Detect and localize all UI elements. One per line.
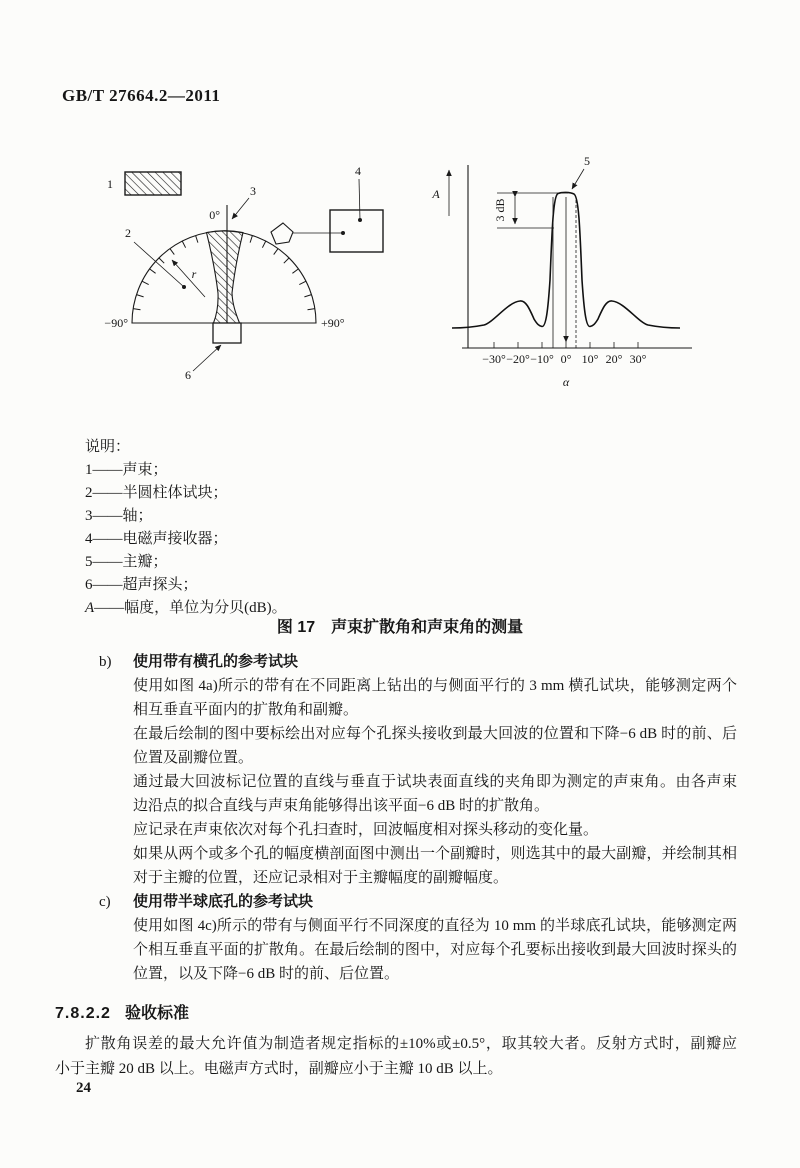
figure-caption: 图 17 声束扩散角和声束角的测量 — [276, 619, 524, 636]
body-line: 扩散角误差的最大允许值为制造者规定指标的±10%或±0.5°，取其较大者。反射方式时，副瓣应 — [85, 1036, 737, 1052]
protractor-tick — [182, 241, 185, 248]
callout-6-arrow — [193, 345, 221, 371]
item-b-block — [99, 650, 739, 890]
plus-90-label: +90° — [321, 316, 345, 330]
x-tick-labels — [482, 352, 646, 366]
body-line: 个相互垂直平面的扩散角。在最后绘制的图中，对应每个孔要标出接收到最大回波时探头的 — [133, 942, 737, 958]
body-line: 使用如图 4a)所示的带有在不同距离上钻出的与侧面平行的 3 mm 横孔试块，能够测定两个 — [133, 678, 737, 694]
body-line: 如果从两个或多个孔的幅度横剖面图中测出一个副瓣时，则选其中的最大副瓣，并绘制其相 — [133, 846, 737, 862]
callout-3: 3 — [250, 184, 256, 198]
body-line: 位置，以及下降−6 dB 时的前、后位置。 — [133, 966, 399, 982]
protractor-diagram — [76, 148, 396, 400]
receiver-head — [271, 223, 293, 244]
protractor-tick — [170, 249, 174, 255]
item-b-marker: b) — [99, 654, 112, 670]
body-line: 使用如图 4c)所示的带有与侧面平行不同深度的直径为 10 mm 的半球底孔试块，能够测定两 — [133, 918, 737, 934]
svg-text:10°: 10° — [581, 352, 599, 366]
callout-5-arrow — [572, 169, 584, 189]
sound-beam — [207, 231, 244, 323]
protractor-tick — [262, 241, 265, 248]
callout-2: 2 — [125, 226, 131, 240]
body-line: 对于主瓣的位置，还应记录相对于主瓣幅度的副瓣幅度。 — [133, 870, 509, 886]
legend-item: 6——超声探头； — [85, 577, 198, 593]
svg-text:−20°: −20° — [506, 352, 530, 366]
protractor-tick — [284, 258, 289, 263]
legend-item: 3——轴； — [85, 508, 153, 524]
protractor-tick — [292, 269, 298, 273]
beam-swatch — [125, 172, 181, 195]
legend-title: 说明： — [85, 439, 131, 455]
protractor-tick — [150, 269, 156, 273]
body-line: 应记录在声束依次对每个孔扫查时，回波幅度相对探头移动的变化量。 — [133, 822, 599, 838]
body-line: 相互垂直平面内的扩散角和副瓣。 — [133, 702, 359, 718]
body-line: 位置及副瓣位置。 — [133, 750, 254, 766]
beam-profile-plot — [428, 140, 720, 398]
callout-1: 1 — [107, 177, 113, 191]
protractor-tick — [299, 281, 306, 284]
x-axis-label: α — [562, 375, 570, 389]
drop-label: 3 dB — [493, 198, 507, 222]
callout-4-line — [359, 179, 360, 220]
cable-dot — [341, 231, 345, 235]
radius-line — [172, 260, 205, 297]
callout-2-dot — [182, 285, 186, 289]
doc-code: GB/T 27664.2—2011 — [62, 86, 221, 105]
protractor-tick — [308, 309, 315, 310]
clause-title: 验收标准 — [124, 1005, 189, 1022]
legend-item: 2——半圆柱体试块； — [85, 485, 228, 501]
callout-4: 4 — [355, 164, 361, 178]
item-c-title: 使用带半球底孔的参考试块 — [133, 893, 314, 910]
item-c-block — [99, 890, 739, 986]
legend-item: 4——电磁声接收器； — [85, 531, 228, 547]
radius-label: r — [191, 267, 197, 281]
item-c-marker: c) — [99, 894, 111, 910]
ultrasonic-probe — [213, 323, 241, 343]
minus-90-label: −90° — [104, 316, 128, 330]
amplitude-desc: ——幅度，单位为分贝(dB)。 — [94, 600, 287, 616]
body-line: 通过最大回波标记位置的直线与垂直于试块表面直线的夹角即为测定的声束角。由各声束 — [133, 774, 737, 790]
callout-3-arrow — [232, 198, 249, 219]
protractor-tick — [250, 236, 252, 243]
svg-text:20°: 20° — [605, 352, 623, 366]
y-axis-label: A — [432, 187, 440, 201]
svg-text:30°: 30° — [629, 352, 647, 366]
svg-text:−30°: −30° — [482, 352, 506, 366]
body-line: 在最后绘制的图中要标绘出对应每个孔探头接收到最大回波的位置和下降−6 dB 时的前、后 — [133, 726, 737, 742]
clause-number: 7.8.2.2 — [55, 1005, 111, 1022]
protractor-tick — [274, 249, 278, 255]
callout-5: 5 — [584, 154, 590, 168]
callout-6: 6 — [185, 368, 191, 382]
emat-receiver-box — [330, 210, 383, 252]
legend-item: 5——主瓣； — [85, 554, 168, 570]
protractor-tick — [133, 309, 140, 310]
acceptance-paragraph — [55, 1032, 737, 1082]
body-line: 边沿点的拟合直线与声束角能够得出该平面−6 dB 时的扩散角。 — [133, 798, 549, 814]
legend-item: 1——声束； — [85, 462, 168, 478]
protractor-tick — [159, 258, 164, 263]
protractor-tick — [137, 295, 144, 297]
zero-degree-label: 0° — [209, 208, 220, 222]
callout-4-dot — [358, 218, 362, 222]
amplitude-symbol: A — [85, 600, 95, 616]
item-b-title: 使用带有横孔的参考试块 — [133, 653, 299, 670]
svg-text:0°: 0° — [560, 352, 572, 366]
figure-legend — [85, 436, 287, 620]
clause-heading — [55, 1000, 189, 1023]
protractor-tick — [304, 295, 311, 297]
body-line: 小于主瓣 20 dB 以上。电磁声方式时，副瓣应小于主瓣 10 dB 以上。 — [55, 1061, 503, 1077]
svg-text:−10°: −10° — [530, 352, 554, 366]
protractor-tick — [142, 281, 149, 284]
page-number: 24 — [76, 1080, 91, 1096]
x-ticks — [494, 342, 638, 348]
protractor-tick — [196, 236, 198, 243]
